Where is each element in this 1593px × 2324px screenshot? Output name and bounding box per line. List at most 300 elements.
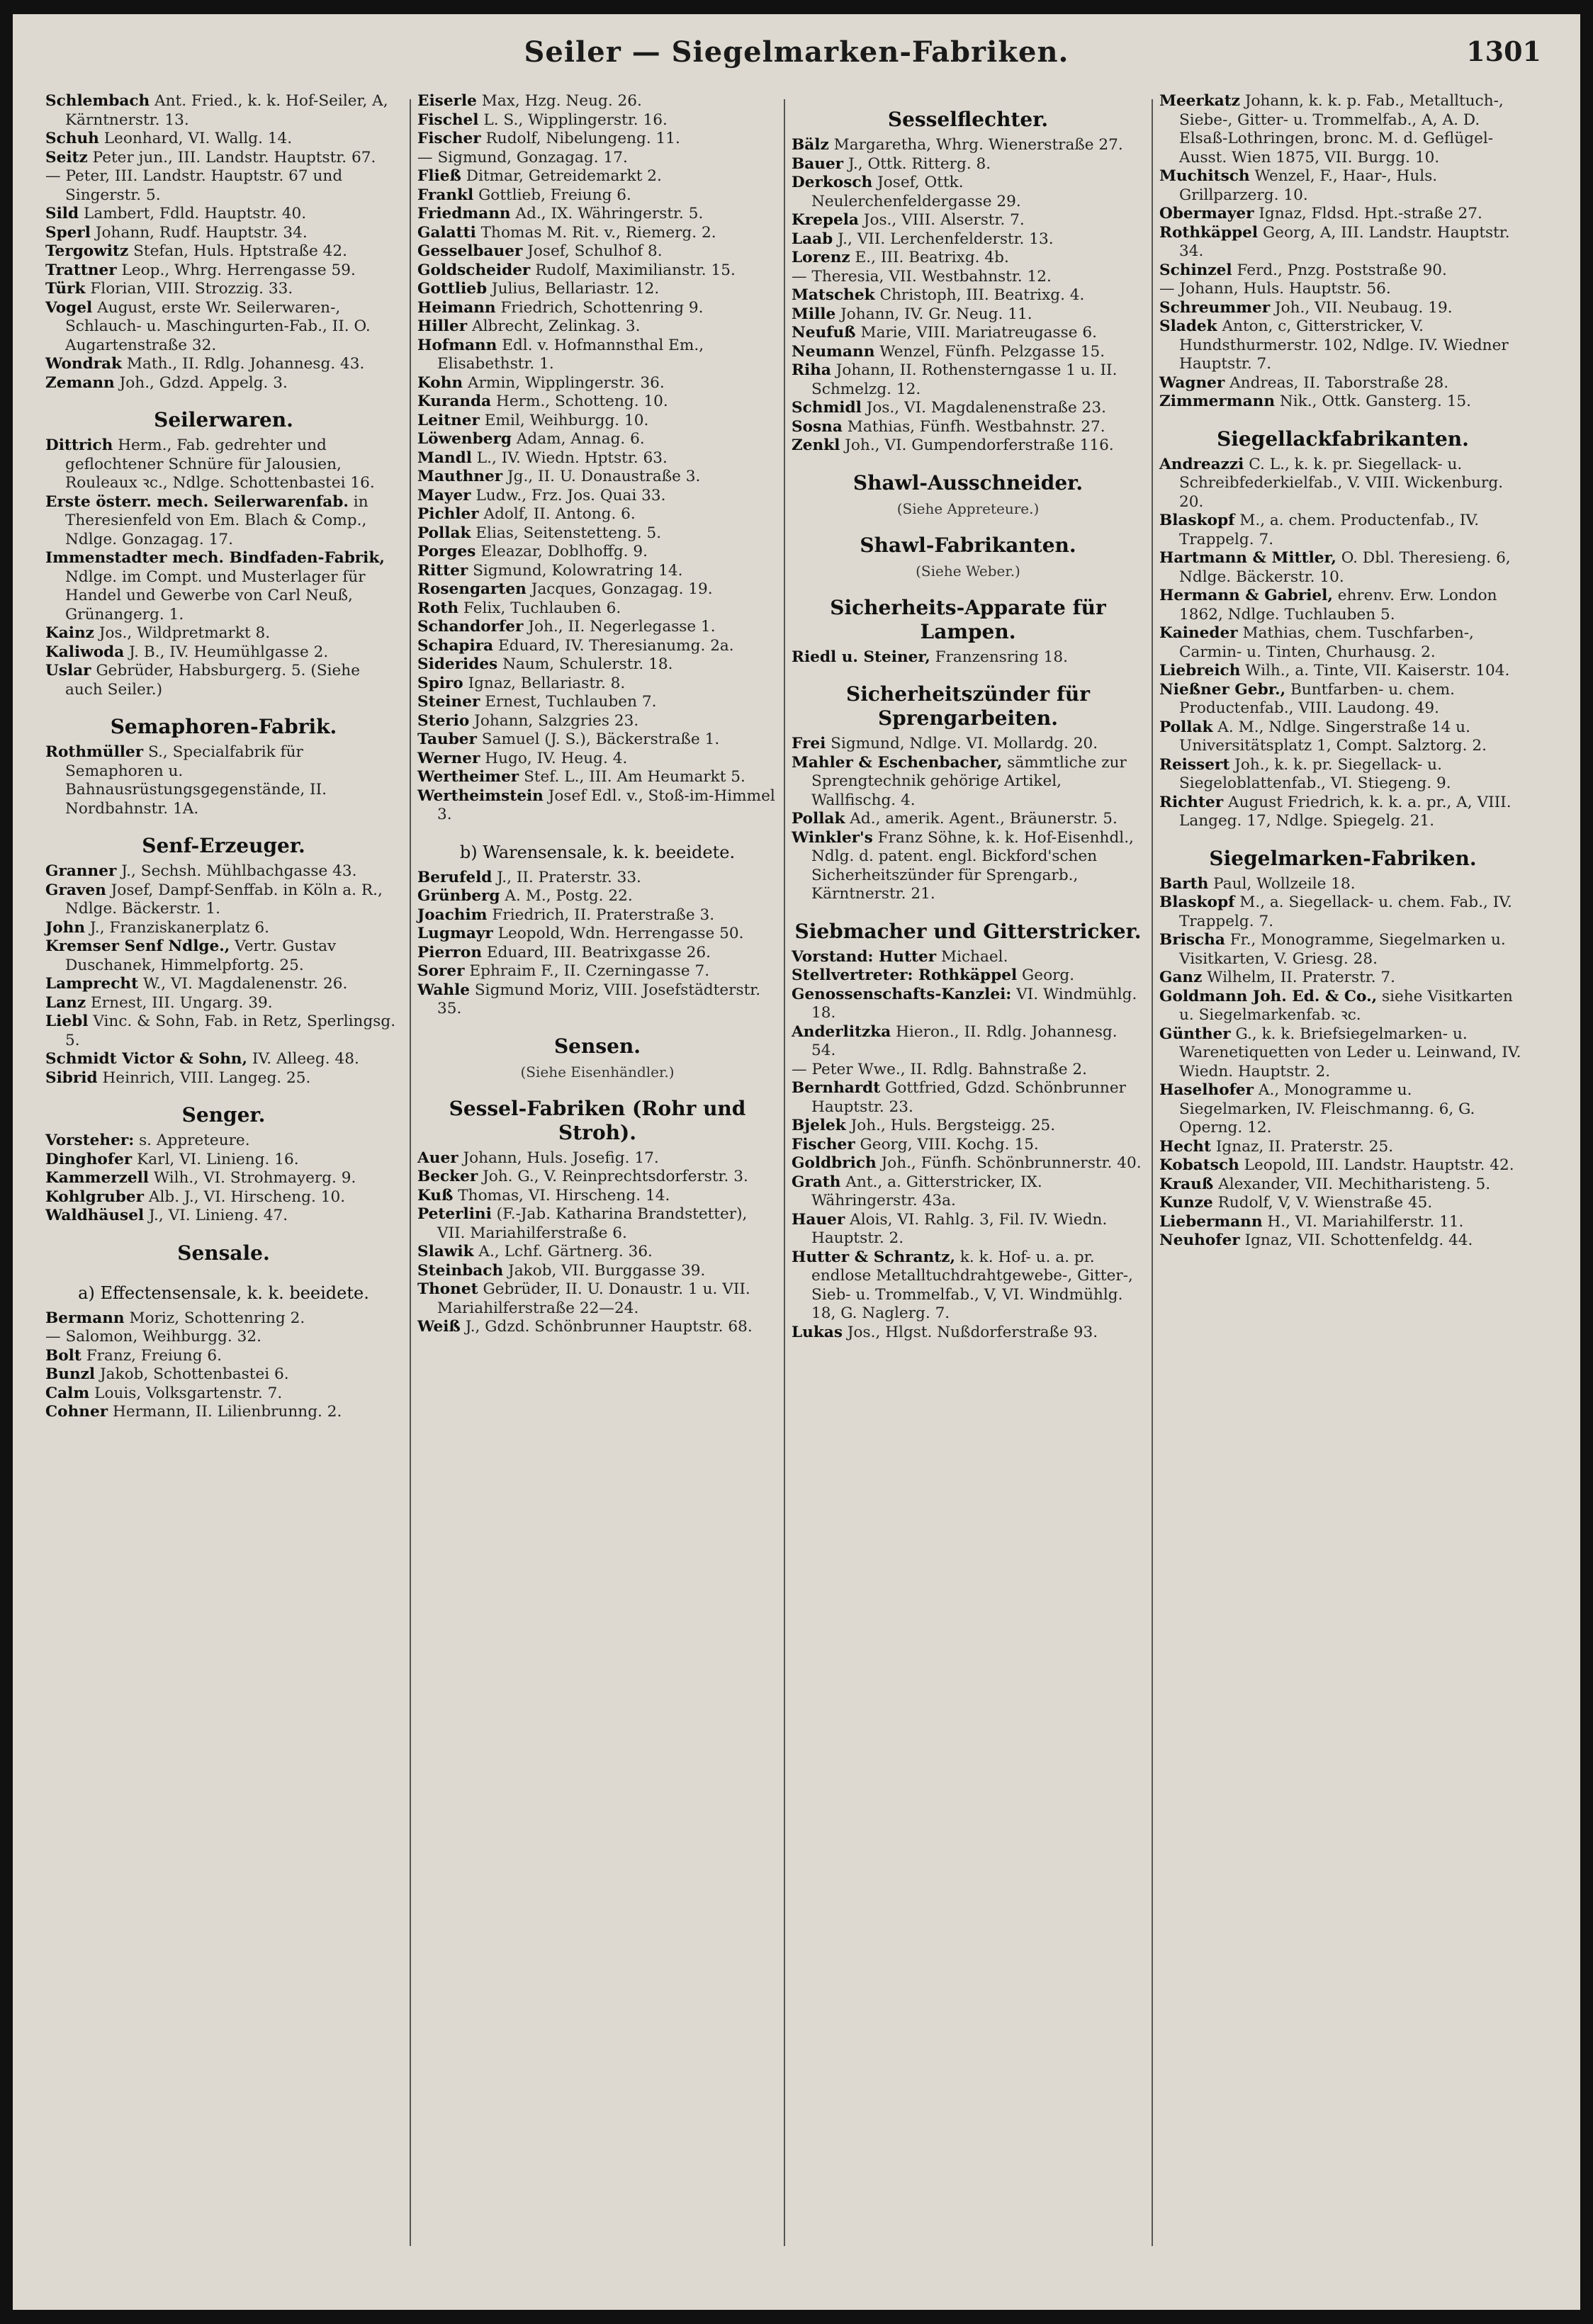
entry-name: Frankl: [417, 186, 474, 204]
entry-name: Blaskopf: [1159, 512, 1235, 529]
entry-details: Leopold, III. Landstr. Hauptstr. 42.: [1244, 1156, 1514, 1174]
entry-details: Gottlieb, Freiung 6.: [478, 186, 631, 204]
directory-entry: [1159, 1025, 1526, 1082]
entry-details: Heinrich, VIII. Langeg. 25.: [102, 1068, 311, 1087]
directory-entry: [417, 374, 777, 393]
entry-name: Siderides: [417, 655, 498, 673]
directory-entry: [417, 869, 777, 888]
entry-details: Franz Söhne, k. k. Hof-Eisenhdl., Ndlg. d. patent. engl. Bickford'schen Sicherheitszünder für Sprengarb., Kärntnerstr. 21.: [811, 828, 1134, 903]
directory-entry: [792, 1061, 1144, 1080]
entry-name: Hauer: [792, 1210, 845, 1229]
entry-name: Laab: [792, 230, 833, 248]
entry-name: Riha: [792, 361, 831, 379]
entry-details: Wilh., a. Tinte, VII. Kaiserstr. 104.: [1245, 662, 1510, 679]
entry-name: John: [45, 918, 86, 937]
directory-entry: [1159, 1156, 1526, 1175]
entry-name: Grünberg: [417, 887, 500, 905]
entry-name: Schlembach: [45, 92, 150, 110]
cross-reference-note: (Siehe Appreteure.): [896, 500, 1040, 517]
directory-entry: [1159, 931, 1526, 969]
entry-details: Ad., amerik. Agent., Bräunerstr. 5.: [850, 810, 1118, 828]
entry-name: Anderlitzka: [792, 1022, 891, 1041]
entry-details: August Friedrich, k. k. a. pr., A, VIII. Langeg. 17, Ndlge. Spiegelg. 21.: [1179, 793, 1512, 830]
entry-name: Wondrak: [45, 355, 123, 373]
directory-entry: [1159, 224, 1526, 261]
entry-name: Kuranda: [417, 393, 492, 410]
entry-name: Uslar: [45, 662, 91, 679]
directory-entry: [417, 337, 777, 374]
entry-name: Kuß: [417, 1186, 454, 1205]
entry-name: Sterio: [417, 711, 470, 730]
directory-entry: [417, 562, 777, 581]
entry-name: Frei: [792, 735, 826, 752]
entry-name: Bernhardt: [792, 1079, 881, 1097]
entry-name: Lorenz: [792, 249, 850, 266]
entry-details: W., VI. Magdalenenstr. 26.: [142, 975, 348, 993]
entry-details: J., VII. Lerchenfelderstr. 13.: [838, 230, 1054, 248]
directory-entry: [45, 1207, 402, 1226]
directory-entry: [417, 906, 777, 925]
directory-entry: [45, 1309, 402, 1329]
entry-details: Johann, k. k. p. Fab., Metalltuch-, Siebe-, Gitter- u. Trommelfab., A, A. D. Elsaß-Lothringen, bronc. M. d. Geflügel-Ausst. Wien 1875, VII. Burgg. 10.: [1179, 92, 1504, 167]
entry-name: Lugmayr: [417, 925, 493, 942]
entry-details: Florian, VIII. Strozzig. 33.: [90, 280, 293, 298]
entry-name: Neufuß: [792, 324, 856, 342]
directory-entry: [1159, 794, 1526, 831]
entry-name: Neumann: [792, 342, 875, 361]
entry-name: Hutter & Schrantz,: [792, 1248, 955, 1266]
entry-name: Pollak: [792, 810, 845, 828]
entry-details: Sigmund, Ndlge. VI. Mollardg. 20.: [831, 735, 1098, 752]
entry-details: Ant. Fried., k. k. Hof-Seiler, A, Kärntnerstr. 13.: [65, 92, 388, 129]
directory-entry: [792, 155, 1144, 174]
directory-entry: [417, 1318, 777, 1337]
directory-entry: [1159, 92, 1526, 167]
entry-name: Waldhäusel: [45, 1207, 145, 1224]
entry-name: Schuh: [45, 130, 99, 147]
entry-details: Jakob, Schottenbastei 6.: [100, 1365, 289, 1383]
directory-entry: [792, 986, 1144, 1023]
directory-entry: [417, 887, 777, 906]
directory-entry: [1159, 756, 1526, 794]
entry-details: A. M., Ndlge. Singerstraße 14 u. Universitätsplatz 1, Compt. Salztorg. 2.: [1179, 718, 1487, 755]
entry-details: Johann, Rudf. Hauptstr. 34.: [95, 223, 308, 242]
entry-name: Granner: [45, 862, 117, 880]
entry-details: Joh., k. k. pr. Siegellack- u. Siegeloblattenfab., VI. Stiegeng. 9.: [1179, 755, 1451, 792]
entry-details: Jos., VIII. Alserstr. 7.: [863, 211, 1025, 229]
entry-name: Zimmermann: [1159, 393, 1276, 410]
directory-entry: [45, 1384, 402, 1404]
directory-entry: [417, 92, 777, 111]
entry-name: Seitz: [45, 148, 88, 167]
entry-name: Kunze: [1159, 1194, 1213, 1212]
directory-entry: [45, 149, 402, 168]
entry-details: Ignaz, II. Praterstr. 25.: [1215, 1137, 1394, 1156]
entry-name: Steiner: [417, 693, 480, 711]
directory-entry: [792, 829, 1144, 904]
entry-details: Ignaz, VII. Schottenfeldg. 44.: [1244, 1231, 1473, 1249]
entry-details: Sigmund, Kolowratring 14.: [473, 561, 683, 580]
directory-entry: [417, 242, 777, 261]
entry-name: Hiller: [417, 317, 468, 335]
entry-name: Andreazzi: [1159, 455, 1244, 473]
entry-name: Friedmann: [417, 205, 511, 222]
directory-entry: [417, 1243, 777, 1262]
directory-entry: [1159, 1213, 1526, 1232]
directory-entry: [417, 505, 777, 524]
entry-name: Tergowitz: [45, 242, 129, 260]
directory-entry: [417, 412, 777, 431]
entry-name: Muchitsch: [1159, 167, 1250, 185]
page-header: [13, 35, 1580, 78]
page-title: Seiler — Siegelmarken-Fabriken.: [524, 35, 1069, 69]
directory-entry: [417, 167, 777, 186]
entry-details: Elias, Seitenstetteng. 5.: [475, 524, 662, 542]
entry-details: Jos., VI. Magdalenenstraße 23.: [866, 399, 1107, 417]
entry-details: Karl, VI. Linieng. 16.: [137, 1150, 299, 1168]
entry-name: Thonet: [417, 1280, 478, 1298]
directory-entry: [792, 343, 1144, 362]
directory-entry: [792, 1154, 1144, 1173]
directory-entry: [417, 280, 777, 299]
directory-entry: [1159, 299, 1526, 318]
directory-page: [13, 14, 1580, 2310]
entry-name: Cohner: [45, 1403, 108, 1421]
entry-details: Jg., II. U. Donaustraße 3.: [507, 468, 701, 485]
section-heading: Sensale.: [177, 1241, 270, 1265]
entry-name: Pierron: [417, 943, 483, 961]
directory-entry: [792, 361, 1144, 399]
subsection-heading: b) Warensensale, k. k. beeidete.: [459, 842, 736, 862]
entry-name: Kohlgruber: [45, 1188, 144, 1206]
column-divider: [1152, 99, 1153, 2246]
directory-entry: [1159, 549, 1526, 587]
column-divider: [784, 99, 785, 2246]
entry-name: Erste österr. mech. Seilerwarenfab.: [45, 492, 349, 511]
entry-details: Mathias, Fünfh. Westbahnstr. 27.: [847, 417, 1105, 436]
directory-entry: [45, 975, 402, 994]
directory-entry: [792, 305, 1144, 325]
directory-entry: [45, 1132, 402, 1151]
entry-details: Louis, Volksgartenstr. 7.: [94, 1384, 283, 1402]
directory-entry: [45, 1151, 402, 1170]
directory-entry: [45, 1365, 402, 1384]
entry-name: Spiro: [417, 674, 463, 692]
entry-details: A., Lchf. Gärtnerg. 36.: [478, 1243, 653, 1260]
directory-entry: [1159, 718, 1526, 756]
directory-entry: [417, 675, 777, 694]
entry-details: A., Monogramme u. Siegelmarken, IV. Fleischmanng. 6, G. Operng. 12.: [1179, 1081, 1475, 1136]
directory-entry: [1159, 893, 1526, 931]
entry-details: Wenzel, F., Haar-, Huls. Grillparzerg. 10.: [1179, 167, 1438, 204]
entry-name: Zemann: [45, 373, 115, 392]
section-heading: Senger.: [181, 1103, 266, 1127]
entry-details: Georg, VIII. Kochg. 15.: [860, 1135, 1039, 1153]
entry-details: in Theresienfeld von Em. Blach & Comp., Ndlge. Gonzagag. 17.: [65, 492, 368, 548]
section-heading: Seilerwaren.: [154, 408, 293, 431]
directory-entry: [792, 1173, 1144, 1211]
directory-entry: [417, 1187, 777, 1206]
directory-entry: [1159, 1081, 1526, 1138]
entry-name: Vorstand: Hutter: [792, 947, 937, 966]
entry-name: Vogel: [45, 298, 93, 317]
entry-details: J. B., IV. Heumühlgasse 2.: [129, 643, 329, 661]
entry-details: Wilh., VI. Strohmayerg. 9.: [153, 1169, 356, 1187]
directory-entry: [417, 224, 777, 243]
directory-entry: [417, 712, 777, 731]
section-heading: Sesselflechter.: [887, 108, 1049, 131]
entry-name: Krauß: [1159, 1175, 1214, 1193]
entry-name: Stellvertreter: Rothkäppel: [792, 966, 1018, 984]
directory-entry: [417, 580, 777, 599]
entry-name: Becker: [417, 1168, 478, 1185]
entry-details: siehe Visitkarten u. Siegelmarkenfab. ꝛc.: [1179, 987, 1513, 1024]
entry-name: Dinghofer: [45, 1150, 133, 1168]
directory-entry: [792, 1248, 1144, 1324]
entry-details: Ditmar, Getreidemarkt 2.: [466, 167, 662, 185]
directory-entry: [45, 242, 402, 261]
entry-name: Meerkatz: [1159, 92, 1240, 110]
entry-name: Kaliwoda: [45, 643, 125, 661]
entry-name: Bälz: [792, 136, 829, 154]
directory-entry: [792, 174, 1144, 211]
entry-name: Auer: [417, 1149, 458, 1167]
directory-entry: [45, 549, 402, 624]
directory-entry: [45, 92, 402, 130]
directory-entry: [417, 787, 777, 825]
entry-details: Albrecht, Zelinkag. 3.: [472, 317, 641, 335]
entry-name: Pollak: [1159, 718, 1213, 736]
directory-entry: [417, 1280, 777, 1318]
entry-name: Porges: [417, 543, 476, 560]
entry-name: Rothmüller: [45, 743, 144, 761]
section-heading: Sensen.: [553, 1034, 641, 1058]
entry-details: IV. Alleeg. 48.: [252, 1050, 359, 1068]
entry-name: Wertheimer: [417, 768, 519, 786]
entry-name: Trattner: [45, 261, 117, 279]
directory-entry: [417, 768, 777, 787]
entry-details: Josef, Dampf-Senffab. in Köln a. R., Ndlge. Bäckerstr. 1.: [65, 881, 383, 918]
entry-details: Julius, Bellariastr. 12.: [491, 280, 660, 298]
entry-details: Ernest, Tuchlauben 7.: [485, 693, 657, 711]
entry-name: Nießner Gebr.,: [1159, 680, 1286, 699]
directory-entry: [45, 355, 402, 374]
entry-details: Alexander, VII. Mechitharisteng. 5.: [1218, 1175, 1491, 1193]
directory-entry: [792, 418, 1144, 437]
entry-details: s. Appreteure.: [139, 1132, 250, 1149]
entry-details: Buntfarben- u. chem. Productenfab., VIII. Laudong. 49.: [1179, 680, 1455, 717]
entry-details: k. k. Hof- u. a. pr. endlose Metalltuchdrahtgewebe-, Gitter-, Sieb- u. Trommelfab., V, VI. Windmühlg. 18, G. Naglerg. 7.: [811, 1248, 1133, 1322]
entry-name: Reissert: [1159, 755, 1230, 774]
directory-entry: [1159, 261, 1526, 281]
entry-details: — Theresia, VII. Westbahnstr. 12.: [792, 267, 1052, 286]
directory-entry: [417, 449, 777, 468]
entry-name: Fließ: [417, 167, 461, 185]
entry-name: Mille: [792, 305, 836, 323]
entry-details: — Peter, III. Landstr. Hauptstr. 67 und Singerstr. 5.: [45, 167, 343, 204]
directory-entry: [417, 925, 777, 944]
entry-name: Goldmann Joh. Ed. & Co.,: [1159, 987, 1378, 1005]
entry-details: Wilhelm, II. Praterstr. 7.: [1207, 969, 1396, 986]
entry-details: A. M., Postg. 22.: [505, 887, 633, 905]
directory-entry: [45, 1050, 402, 1069]
entry-details: L. S., Wipplingerstr. 16.: [483, 111, 668, 129]
entry-details: Alois, VI. Rahlg. 3, Fil. IV. Wiedn. Hauptstr. 2.: [811, 1210, 1108, 1247]
entry-details: Josef, Schulhof 8.: [527, 242, 663, 260]
entry-details: Herm., Schotteng. 10.: [496, 393, 668, 410]
entry-name: Gesselbauer: [417, 242, 523, 260]
directory-entry: [45, 436, 402, 493]
directory-entry: [45, 1169, 402, 1188]
directory-entry: [417, 317, 777, 337]
directory-entry: [45, 493, 402, 550]
entry-name: Blaskopf: [1159, 893, 1235, 911]
entry-name: Leitner: [417, 411, 480, 429]
entry-details: Jakob, VII. Burggasse 39.: [508, 1261, 706, 1280]
entry-name: Calm: [45, 1384, 90, 1402]
entry-details: J., Sechsh. Mühlbachgasse 43.: [121, 862, 357, 880]
column-1: [41, 92, 406, 2246]
directory-entry: [792, 324, 1144, 343]
directory-entry: [792, 1079, 1144, 1117]
entry-name: Günther: [1159, 1025, 1231, 1043]
entry-details: Ant., a. Gitterstricker, IX. Währingerstr. 43a.: [811, 1173, 1042, 1209]
entry-details: Georg.: [1022, 966, 1075, 984]
entry-details: Rudolf, V, V. Wienstraße 45.: [1217, 1194, 1433, 1212]
entry-name: Lanz: [45, 993, 86, 1012]
directory-entry: [45, 1347, 402, 1366]
directory-entry: [1159, 681, 1526, 718]
entry-name: Richter: [1159, 793, 1224, 811]
entry-details: S., Specialfabrik für Semaphoren u. Bahnausrüstungsgegenstände, II. Nordbahnstr. 1A.: [65, 743, 327, 818]
directory-entry: [1159, 662, 1526, 681]
directory-entry: [792, 1136, 1144, 1155]
entry-details: Eduard, III. Beatrixgasse 26.: [486, 943, 711, 961]
entry-details: Thomas, VI. Hirscheng. 14.: [458, 1186, 670, 1205]
entry-details: M., a. Siegellack- u. chem. Fab., IV. Trappelg. 7.: [1179, 893, 1512, 930]
entry-name: Bolt: [45, 1346, 81, 1365]
entry-name: Bunzl: [45, 1365, 96, 1383]
entry-details: August, erste Wr. Seilerwaren-, Schlauch- u. Maschingurten-Fab., II. O. Augartenstraße 32.: [65, 298, 371, 354]
column-2: [413, 92, 782, 2246]
entry-name: Graven: [45, 881, 106, 899]
entry-details: Stefan, Huls. Hptstraße 42.: [133, 242, 348, 260]
entry-name: Vorsteher:: [45, 1132, 135, 1149]
entry-details: Adolf, II. Antong. 6.: [483, 505, 636, 523]
entry-name: Goldbrich: [792, 1154, 877, 1172]
entry-details: Naum, Schulerstr. 18.: [502, 655, 673, 673]
section-heading: Sicherheitszünder für Sprengarbeiten.: [846, 682, 1090, 730]
directory-entry: [45, 881, 402, 919]
entry-details: Thomas M. Rit. v., Riemerg. 2.: [480, 223, 716, 242]
column-4: [1155, 92, 1531, 2246]
directory-entry: [45, 224, 402, 243]
entry-details: Leonhard, VI. Wallg. 14.: [103, 130, 293, 147]
directory-entry: [417, 750, 777, 769]
entry-details: — Salomon, Weihburgg. 32.: [45, 1328, 261, 1346]
directory-entry: [417, 655, 777, 675]
entry-name: Sorer: [417, 962, 465, 980]
entry-name: Schmidl: [792, 399, 862, 417]
entry-details: Paul, Wollzeile 18.: [1213, 874, 1356, 893]
entry-name: Wertheimstein: [417, 786, 544, 805]
entry-name: Kremser Senf Ndlge.,: [45, 937, 230, 955]
directory-entry: [417, 111, 777, 130]
entry-details: Joh., Fünfh. Schönbrunnerstr. 40.: [881, 1154, 1142, 1172]
entry-details: Ludw., Frz. Jos. Quai 33.: [475, 486, 666, 504]
entry-details: J., Ottk. Ritterg. 8.: [848, 154, 991, 173]
directory-entry: [1159, 587, 1526, 624]
directory-entry: [1159, 456, 1526, 512]
entry-name: Liebl: [45, 1012, 89, 1030]
entry-details: (F.-Jab. Katharina Brandstetter), VII. Mariahilferstraße 6.: [437, 1205, 748, 1242]
directory-entry: [792, 948, 1144, 967]
directory-entry: [792, 1211, 1144, 1248]
section-heading: Senf-Erzeuger.: [142, 834, 305, 857]
directory-entry: [45, 299, 402, 356]
section-heading: Siegelmarken-Fabriken.: [1209, 846, 1477, 870]
entry-name: Fischer: [792, 1135, 855, 1153]
entry-name: Riedl u. Steiner,: [792, 648, 930, 666]
entry-details: Hieron., II. Rdlg. Johannesg. 54.: [811, 1022, 1118, 1059]
directory-entry: [792, 754, 1144, 811]
entry-name: Eiserle: [417, 92, 477, 110]
directory-entry: [417, 393, 777, 412]
entry-details: Gebrüder, II. U. Donaustr. 1 u. VII. Mariahilferstraße 22—24.: [437, 1280, 750, 1317]
entry-name: Dittrich: [45, 436, 113, 454]
directory-entry: [792, 136, 1144, 155]
entry-name: Wahle: [417, 981, 471, 999]
directory-entry: [417, 731, 777, 750]
entry-name: Mauthner: [417, 468, 503, 485]
entry-name: Kaineder: [1159, 624, 1238, 642]
entry-name: Lamprecht: [45, 975, 139, 993]
entry-details: Anton, c, Gitterstricker, V. Hundsthurmerstr. 102, Ndlge. IV. Wiedner Hauptstr. 7.: [1179, 317, 1509, 373]
directory-entry: [45, 1403, 402, 1422]
section-heading: Siebmacher und Gitterstricker.: [794, 919, 1142, 943]
directory-entry: [45, 919, 402, 938]
entry-details: E., III. Beatrixg. 4b.: [855, 249, 1009, 266]
entry-name: Immenstadter mech. Bindfaden-Fabrik,: [45, 549, 385, 567]
directory-entry: [417, 261, 777, 281]
entry-details: Felix, Tuchlauben 6.: [463, 599, 621, 617]
directory-entry: [45, 937, 402, 975]
entry-details: J., II. Praterstr. 33.: [497, 868, 641, 886]
entry-details: Johann, II. Rothensterngasse 1 u. II. Schmelzg. 12.: [811, 361, 1118, 398]
entry-name: Pollak: [417, 524, 471, 542]
entry-name: Haselhofer: [1159, 1081, 1254, 1099]
directory-entry: [1159, 317, 1526, 374]
directory-entry: [45, 130, 402, 149]
directory-entry: [417, 1262, 777, 1281]
directory-entry: [45, 624, 402, 643]
entry-details: Edl. v. Hofmannsthal Em., Elisabethstr. 1.: [437, 336, 704, 373]
entry-details: Mathias, chem. Tuschfarben-, Carmin- u. Tinten, Churhausg. 2.: [1179, 624, 1474, 661]
entry-name: Obermayer: [1159, 205, 1254, 222]
entry-details: Hermann, II. Lilienbrunng. 2.: [112, 1403, 342, 1421]
directory-entry: [417, 981, 777, 1019]
entry-name: Schapira: [417, 636, 494, 655]
entry-name: Zenkl: [792, 436, 840, 454]
directory-entry: [1159, 988, 1526, 1025]
entry-details: Georg, A, III. Landstr. Hauptstr. 34.: [1179, 223, 1510, 260]
entry-details: Joh. G., V. Reinprechtsdorferstr. 3.: [483, 1168, 748, 1185]
entry-details: Jos., Wildpretmarkt 8.: [98, 624, 271, 642]
directory-entry: [792, 286, 1144, 305]
directory-entry: [417, 1168, 777, 1187]
entry-name: Mayer: [417, 486, 471, 504]
section-heading: Sicherheits-Apparate für Lampen.: [830, 595, 1106, 643]
